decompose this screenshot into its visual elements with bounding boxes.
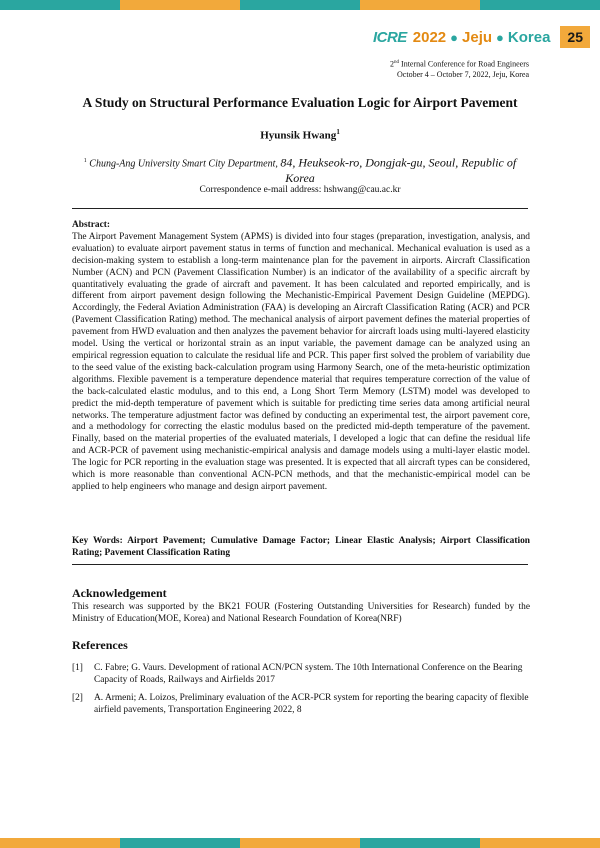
references-heading: References <box>72 638 128 652</box>
reference-list <box>72 663 530 723</box>
acknowledgement-text: This research was supported by the BK21 FOUR (Fostering Outstanding Universities for Research) funded by the Ministry of Education(MOE, Korea) and National Research Foundation of Korea(NRF) <box>72 602 530 624</box>
author-name: Hyunsik Hwang$^1$ <box>260 128 340 142</box>
conference-line-2: October 4 – October 7, 2022, Jeju, Korea <box>397 69 529 79</box>
reference-item: [2] A. Armeni; A. Loizos, Preliminary evaluation of the ACR-PCR system for reporting the bearing capacity of flexible airfield pavements, Transportation Engineering 2022, 8 <box>72 692 529 715</box>
abstract-label: Abstract: <box>72 220 111 230</box>
conference-info <box>390 58 529 80</box>
top-color-stripe <box>0 0 600 10</box>
conference-line-1: 2nd Internal Conference for Road Engineers <box>390 59 529 69</box>
affiliation-department: Chung-Ang University Smart City Department, <box>89 158 278 170</box>
affiliation: $^1$ Chung-Ang University Smart City Department, 84, Heukseok-ro, Dongjak-gu, Seoul, Republic of Korea <box>83 155 517 186</box>
bottom-color-stripe <box>0 838 600 848</box>
affiliation-address: 84, Heukseok-ro, Dongjak-gu, Seoul, Republic of Korea <box>280 155 517 186</box>
logo-city: Jeju <box>462 28 493 46</box>
keywords: Key Words: Airport Pavement; Cumulative Damage Factor; Linear Elastic Analysis; Airport Classification Rating; Pavement Classification Rating <box>72 536 530 558</box>
conference-logo <box>373 26 590 48</box>
logo-country: Korea <box>507 28 551 46</box>
correspondence-email: Correspondence e-mail address: hshwang@cau.ac.kr <box>199 185 401 195</box>
dot-icon: ● <box>450 29 459 45</box>
abstract-text: The Airport Pavement Management System (APMS) is divided into four stages (preparation, investigation, analysis, and evaluation) to evaluate airport pavement status in terms of function and mechanical. Mechanical evaluation is used as a decision-making system to establish a long-term maintenance plan for the pavement in airports. Aircraft Classification Number (ACN) and PCN (Pavement Classification Number) is an indicator of the availability of a specific aircraft by quantitatively evaluating the grade of aircraft and pavement. It has been calculated and reported empirically, and is different from airport pavement design following the Mechanistic-Empirical Pavement Design Guideline (MEPDG). Accordingly, the Federal Aviation Administration (FAA) is developing an Aircraft Classification Rating (ACR) and PCR (Pavement Classification Rating) method. The mechanical analysis of airport pavement defines the material properties of pavement from HWD evaluation and then analyzes the pavement behavior for aircraft loads using multi-layered elasticity model. Using the vertical or horizontal strain as an input variable, the pavement damage can be analyzed using an empirical regression equation to calculate the residual life and PCR. This paper first solved the problem of variability due to the seed value of the existing back-calculation program using Harmony Search, one of the meta-heuristic optimization algorithms. Flexible pavement is a temperature dependence material that requires temperature correction of the value of the back-calculated elastic modulus, and to this end, a Long Short Term Memory (LSTM) model was developed to predict the mid-depth temperature of pavement which is suitable for predicting time series data among artificial neural networks. The temperature adjustment factor was defined by conducting an experimental test, the airport pavement core, and a methodology for correcting the elastic modulus based on the predicted mid-depth temperature of the pavement. Finally, based on the material properties of the evaluated materials, I developed a logic that can define the residual life and ACR-PCR of pavement using mechanistic-empirical analysis and damage models using a multi-layer elastic model. The logic for PCR reporting in the evaluation stage was presented. It is expected that all aircraft types can be considered, which is more reasonable than conventional ACN-PCN methods, and that the mechanistic-empirical model can be applied to help engineers who manage and design airport pavement. <box>72 231 530 492</box>
paper-title: A Study on Structural Performance Evaluation Logic for Airport Pavement <box>82 95 518 110</box>
logo-mark: ICRE <box>372 28 407 46</box>
logo-year: 2022 <box>412 28 447 46</box>
page-number: 25 <box>560 26 590 48</box>
abstract <box>72 220 530 494</box>
dot-icon: ● <box>496 29 504 45</box>
reference-item: [1] C. Fabre; G. Vaurs. Development of rational ACN/PCN system. The 10th International Conference on the Bearing Capacity of Roads, Railways and Airfields 2017 <box>72 663 523 685</box>
divider <box>72 564 528 565</box>
divider <box>72 208 528 209</box>
acknowledgement-heading: Acknowledgement <box>72 586 167 600</box>
